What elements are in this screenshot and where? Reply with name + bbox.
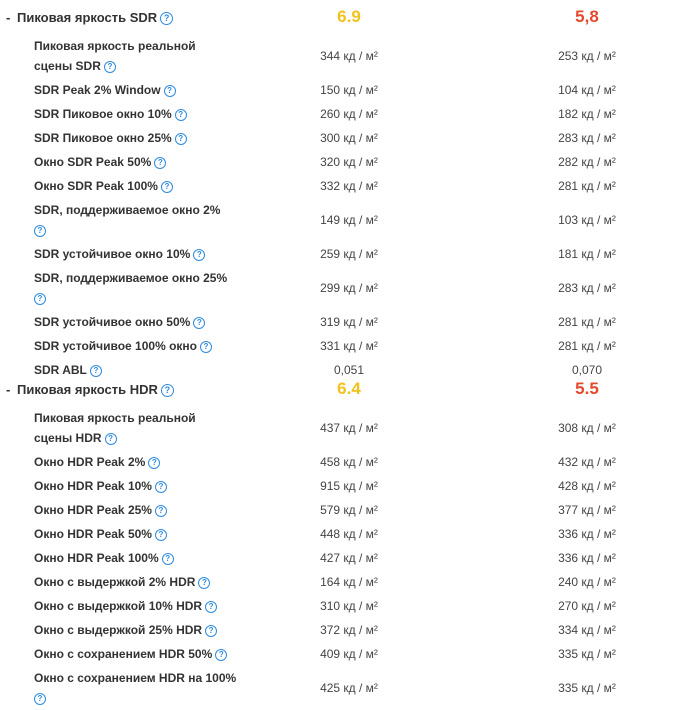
value-product-b: 336 кд / м² bbox=[558, 551, 616, 565]
help-icon[interactable]: ? bbox=[198, 577, 210, 589]
help-icon[interactable]: ? bbox=[193, 317, 205, 329]
value-product-b: 334 кд / м² bbox=[558, 623, 616, 637]
value-product-a: 409 кд / м² bbox=[320, 647, 378, 661]
help-icon[interactable]: ? bbox=[205, 601, 217, 613]
value-product-a: 448 кд / м² bbox=[320, 527, 378, 541]
row-label-line bbox=[34, 572, 210, 592]
row-label-line bbox=[34, 620, 217, 640]
score-product-a: 6.4 bbox=[337, 379, 361, 398]
row-label-text: сцены HDR bbox=[34, 431, 102, 445]
value-product-a: 458 кд / м² bbox=[320, 455, 378, 469]
help-icon[interactable]: ? bbox=[90, 365, 102, 377]
help-icon[interactable]: ? bbox=[175, 133, 187, 145]
row-label bbox=[34, 548, 174, 568]
row-label-line bbox=[34, 548, 174, 568]
value-product-b: 377 кд / м² bbox=[558, 503, 616, 517]
value-product-a: 425 кд / м² bbox=[320, 681, 378, 695]
row-label bbox=[34, 80, 176, 100]
row-label-text: Пиковая яркость реальной bbox=[34, 411, 196, 425]
table-row bbox=[0, 406, 680, 450]
value-product-a: 372 кд / м² bbox=[320, 623, 378, 637]
section-title-text: Пиковая яркость HDR bbox=[17, 382, 158, 397]
help-icon[interactable]: ? bbox=[161, 181, 173, 193]
value-product-a: 300 кд / м² bbox=[320, 131, 378, 145]
value-product-b: 104 кд / м² bbox=[558, 83, 616, 97]
row-label-text: Окно SDR Peak 50% bbox=[34, 155, 152, 169]
table-row bbox=[0, 174, 680, 198]
row-label bbox=[34, 524, 167, 544]
row-label-text: SDR, поддерживаемое окно 2% bbox=[34, 203, 221, 217]
row-label-line bbox=[34, 104, 187, 124]
help-icon[interactable]: ? bbox=[105, 433, 117, 445]
row-label-text: Пиковая яркость реальной bbox=[34, 39, 196, 53]
table-row bbox=[0, 618, 680, 642]
value-product-b: 432 кд / м² bbox=[558, 455, 616, 469]
value-product-b: 281 кд / м² bbox=[558, 339, 616, 353]
row-label-line bbox=[34, 288, 227, 308]
value-product-a: 259 кд / м² bbox=[320, 247, 378, 261]
section-header bbox=[0, 378, 680, 402]
row-label bbox=[34, 572, 210, 592]
table-row bbox=[0, 334, 680, 358]
value-product-a: 344 кд / м² bbox=[320, 49, 378, 63]
row-label-line bbox=[34, 152, 166, 172]
value-product-a: 331 кд / м² bbox=[320, 339, 378, 353]
score-product-b: 5.5 bbox=[575, 379, 599, 398]
collapse-toggle[interactable]: - bbox=[6, 382, 11, 397]
table-row bbox=[0, 666, 680, 710]
help-icon[interactable]: ? bbox=[215, 649, 227, 661]
value-product-a: 320 кд / м² bbox=[320, 155, 378, 169]
value-product-b: 181 кд / м² bbox=[558, 247, 616, 261]
value-product-b: 240 кд / м² bbox=[558, 575, 616, 589]
value-product-b: 336 кд / м² bbox=[558, 527, 616, 541]
row-label-text: Окно HDR Peak 10% bbox=[34, 479, 152, 493]
help-icon[interactable]: ? bbox=[34, 693, 46, 705]
table-row bbox=[0, 522, 680, 546]
row-label-text: SDR Peak 2% Window bbox=[34, 83, 161, 97]
table-row bbox=[0, 498, 680, 522]
row-label bbox=[34, 200, 220, 240]
row-label-line bbox=[34, 128, 187, 148]
value-product-a: 0,051 bbox=[333, 363, 365, 377]
value-product-b: 281 кд / м² bbox=[558, 315, 616, 329]
row-label-text: SDR устойчивое окно 50% bbox=[34, 315, 191, 329]
help-icon[interactable]: ? bbox=[104, 61, 116, 73]
row-label bbox=[34, 620, 217, 640]
row-label-line bbox=[34, 268, 227, 288]
table-row bbox=[0, 198, 680, 242]
row-label-line bbox=[34, 500, 167, 520]
row-label-line bbox=[34, 524, 167, 544]
table-row bbox=[0, 474, 680, 498]
help-icon[interactable]: ? bbox=[34, 225, 46, 237]
row-label-text: Окно HDR Peak 50% bbox=[34, 527, 152, 541]
value-product-b: 428 кд / м² bbox=[558, 479, 616, 493]
section-title-text: Пиковая яркость SDR bbox=[17, 10, 158, 25]
row-label bbox=[34, 176, 173, 196]
table-row bbox=[0, 594, 680, 618]
value-product-a: 150 кд / м² bbox=[320, 83, 378, 97]
table-row bbox=[0, 242, 680, 266]
value-product-b: 335 кд / м² bbox=[558, 681, 616, 695]
row-label-line bbox=[34, 220, 220, 240]
help-icon[interactable]: ? bbox=[193, 249, 205, 261]
value-product-b: 335 кд / м² bbox=[558, 647, 616, 661]
row-label-line bbox=[34, 668, 236, 688]
help-icon[interactable]: ? bbox=[155, 481, 167, 493]
row-label-line bbox=[34, 428, 196, 448]
row-label-text: Окно HDR Peak 100% bbox=[34, 551, 159, 565]
row-label-line bbox=[34, 200, 220, 220]
table-row bbox=[0, 570, 680, 594]
table-row bbox=[0, 450, 680, 474]
row-label bbox=[34, 244, 205, 264]
row-label bbox=[34, 360, 102, 380]
row-label-text: SDR, поддерживаемое окно 25% bbox=[34, 271, 228, 285]
row-label bbox=[34, 500, 167, 520]
section-title bbox=[17, 382, 174, 397]
row-label-text: Окно SDR Peak 100% bbox=[34, 179, 158, 193]
row-label-line bbox=[34, 312, 205, 332]
row-label-line bbox=[34, 644, 227, 664]
row-label-line bbox=[34, 56, 196, 76]
row-label-text: Окно с сохранением HDR 50% bbox=[34, 647, 213, 661]
row-label bbox=[34, 452, 160, 472]
value-product-a: 427 кд / м² bbox=[320, 551, 378, 565]
table-row bbox=[0, 546, 680, 570]
help-icon[interactable]: ? bbox=[148, 457, 160, 469]
row-label-line bbox=[34, 80, 176, 100]
row-label bbox=[34, 596, 217, 616]
table-row bbox=[0, 78, 680, 102]
collapse-toggle[interactable]: - bbox=[6, 10, 11, 25]
help-icon[interactable]: ? bbox=[160, 12, 173, 25]
row-label-text: SDR ABL bbox=[34, 363, 87, 377]
table-row bbox=[0, 126, 680, 150]
row-label-text: SDR устойчивое окно 10% bbox=[34, 247, 191, 261]
value-product-a: 915 кд / м² bbox=[320, 479, 378, 493]
table-row bbox=[0, 34, 680, 78]
value-product-b: 103 кд / м² bbox=[558, 213, 616, 227]
help-icon[interactable]: ? bbox=[155, 505, 167, 517]
table-row bbox=[0, 310, 680, 334]
row-label-line bbox=[34, 36, 196, 56]
help-icon[interactable]: ? bbox=[154, 157, 166, 169]
help-icon[interactable]: ? bbox=[200, 341, 212, 353]
row-label bbox=[34, 644, 227, 664]
row-label-line bbox=[34, 408, 196, 428]
row-label bbox=[34, 476, 167, 496]
help-icon[interactable]: ? bbox=[162, 553, 174, 565]
score-product-a: 6.9 bbox=[337, 7, 361, 26]
row-label-line bbox=[34, 244, 205, 264]
value-product-a: 164 кд / м² bbox=[320, 575, 378, 589]
row-label bbox=[34, 268, 227, 308]
row-label-text: Окно с выдержкой 25% HDR bbox=[34, 623, 203, 637]
help-icon[interactable]: ? bbox=[175, 109, 187, 121]
value-product-b: 281 кд / м² bbox=[558, 179, 616, 193]
value-product-a: 579 кд / м² bbox=[320, 503, 378, 517]
value-product-b: 182 кд / м² bbox=[558, 107, 616, 121]
row-label-text: Окно с выдержкой 10% HDR bbox=[34, 599, 203, 613]
table-row bbox=[0, 266, 680, 310]
value-product-a: 310 кд / м² bbox=[320, 599, 378, 613]
value-product-b: 283 кд / м² bbox=[558, 281, 616, 295]
row-label bbox=[34, 408, 196, 448]
row-label-text: Окно с выдержкой 2% HDR bbox=[34, 575, 196, 589]
row-label-line bbox=[34, 452, 160, 472]
row-label-line bbox=[34, 336, 212, 356]
value-product-a: 319 кд / м² bbox=[320, 315, 378, 329]
row-label-line bbox=[34, 176, 173, 196]
row-label-text: Окно HDR Peak 25% bbox=[34, 503, 152, 517]
row-label bbox=[34, 152, 166, 172]
row-label-text: SDR Пиковое окно 25% bbox=[34, 131, 172, 145]
row-label-text: сцены SDR bbox=[34, 59, 101, 73]
row-label-text: Окно с сохранением HDR на 100% bbox=[34, 671, 237, 685]
row-label-text: SDR Пиковое окно 10% bbox=[34, 107, 172, 121]
row-label-line bbox=[34, 476, 167, 496]
table-row bbox=[0, 102, 680, 126]
row-label bbox=[34, 312, 205, 332]
row-label-line bbox=[34, 596, 217, 616]
row-label-line bbox=[34, 688, 236, 708]
row-label-text: SDR устойчивое 100% окно bbox=[34, 339, 197, 353]
value-product-b: 282 кд / м² bbox=[558, 155, 616, 169]
help-icon[interactable]: ? bbox=[155, 529, 167, 541]
help-icon[interactable]: ? bbox=[34, 293, 46, 305]
section-title bbox=[17, 10, 173, 25]
row-label bbox=[34, 104, 187, 124]
value-product-a: 437 кд / м² bbox=[320, 421, 378, 435]
section-header bbox=[0, 6, 680, 30]
row-label bbox=[34, 336, 212, 356]
value-product-b: 253 кд / м² bbox=[558, 49, 616, 63]
row-label-line bbox=[34, 360, 102, 380]
help-icon[interactable]: ? bbox=[164, 85, 176, 97]
help-icon[interactable]: ? bbox=[161, 384, 174, 397]
value-product-b: 308 кд / м² bbox=[558, 421, 616, 435]
value-product-a: 332 кд / м² bbox=[320, 179, 378, 193]
value-product-a: 149 кд / м² bbox=[320, 213, 378, 227]
score-product-b: 5,8 bbox=[575, 7, 599, 26]
value-product-b: 283 кд / м² bbox=[558, 131, 616, 145]
row-label-text: Окно HDR Peak 2% bbox=[34, 455, 146, 469]
table-row bbox=[0, 642, 680, 666]
row-label bbox=[34, 128, 187, 148]
help-icon[interactable]: ? bbox=[205, 625, 217, 637]
row-label bbox=[34, 36, 196, 76]
value-product-b: 270 кд / м² bbox=[558, 599, 616, 613]
value-product-a: 260 кд / м² bbox=[320, 107, 378, 121]
row-label bbox=[34, 668, 236, 708]
table-row bbox=[0, 150, 680, 174]
value-product-a: 299 кд / м² bbox=[320, 281, 378, 295]
value-product-b: 0,070 bbox=[571, 363, 603, 377]
